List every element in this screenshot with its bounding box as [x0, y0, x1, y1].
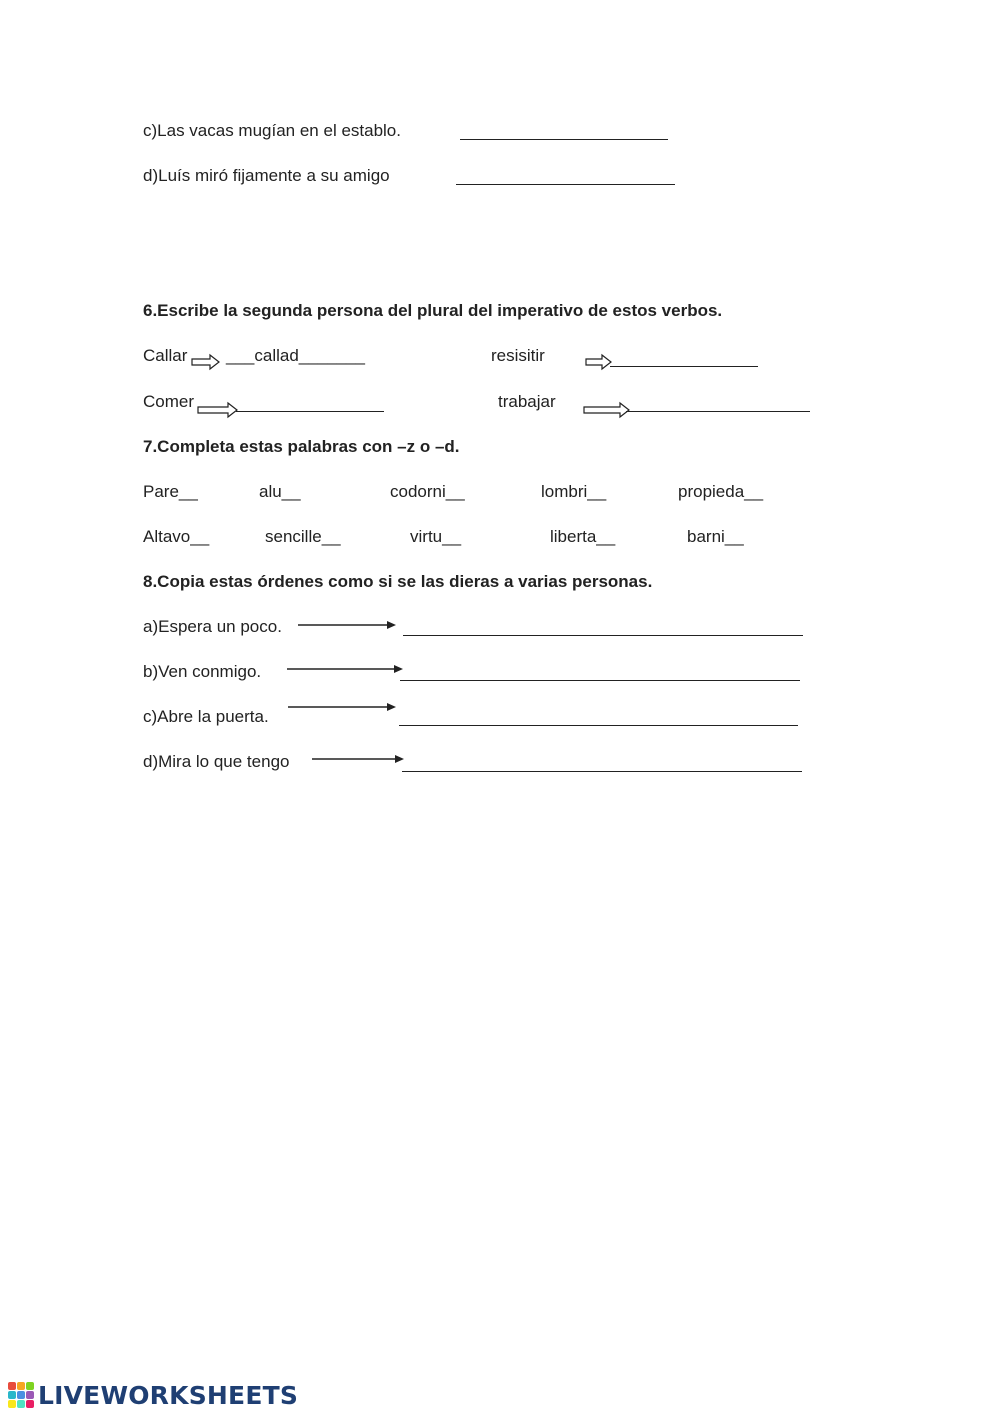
- word-blank[interactable]: Altavo__: [143, 527, 210, 546]
- word-blank[interactable]: codorni__: [390, 482, 465, 501]
- answer-line-c8[interactable]: [399, 725, 798, 726]
- word-blank[interactable]: alu__: [259, 482, 301, 501]
- section7-title: 7.Completa estas palabras con –z o –d.: [143, 437, 460, 456]
- answer-line-resisitir[interactable]: [610, 366, 758, 367]
- word-blank[interactable]: sencille__: [265, 527, 341, 546]
- verb-trabajar: trabajar: [498, 392, 556, 411]
- verb-callar: Callar: [143, 346, 188, 365]
- sentence-c: c)Las vacas mugían en el establo.: [143, 121, 401, 140]
- word-blank[interactable]: lombri__: [541, 482, 607, 501]
- answer-line-d[interactable]: [456, 184, 675, 185]
- section8-title: 8.Copia estas órdenes como si se las dieras a varias personas.: [143, 572, 653, 591]
- answer-line-d8[interactable]: [402, 771, 802, 772]
- liveworksheets-logo-icon: [8, 1382, 34, 1408]
- order-d: d)Mira lo que tengo: [143, 752, 290, 771]
- hollow-arrow-icon: [192, 354, 220, 370]
- answer-line-trabajar[interactable]: [626, 411, 810, 412]
- liveworksheets-logo[interactable]: [8, 1381, 298, 1409]
- verb-comer: Comer: [143, 392, 195, 411]
- sentence-d: d)Luís miró fijamente a su amigo: [143, 166, 390, 185]
- hollow-arrow-icon: [198, 402, 238, 418]
- hollow-arrow-icon: [584, 402, 630, 418]
- arrow-right-icon: [298, 619, 398, 631]
- section6-title: 6.Escribe la segunda persona del plural del imperativo de estos verbos.: [143, 301, 723, 320]
- answer-line-comer[interactable]: [236, 411, 384, 412]
- word-blank[interactable]: liberta__: [550, 527, 616, 546]
- answer-callar[interactable]: ___callad_______: [226, 346, 365, 365]
- order-b: b)Ven conmigo.: [143, 662, 262, 681]
- order-a: a)Espera un poco.: [143, 617, 282, 636]
- logo-text: LIVEWORKSHEETS: [38, 1380, 299, 1410]
- answer-line-a[interactable]: [403, 635, 803, 636]
- arrow-right-icon: [288, 701, 398, 713]
- verb-resisitir: resisitir: [491, 346, 545, 365]
- word-blank[interactable]: barni__: [687, 527, 744, 546]
- answer-line-c[interactable]: [460, 139, 668, 140]
- answer-line-b[interactable]: [400, 680, 800, 681]
- word-blank[interactable]: virtu__: [410, 527, 462, 546]
- word-blank[interactable]: propieda__: [678, 482, 764, 501]
- arrow-right-icon: [287, 663, 405, 675]
- order-c: c)Abre la puerta.: [143, 707, 269, 726]
- hollow-arrow-icon: [586, 354, 612, 370]
- word-blank[interactable]: Pare__: [143, 482, 198, 501]
- arrow-right-icon: [312, 753, 406, 765]
